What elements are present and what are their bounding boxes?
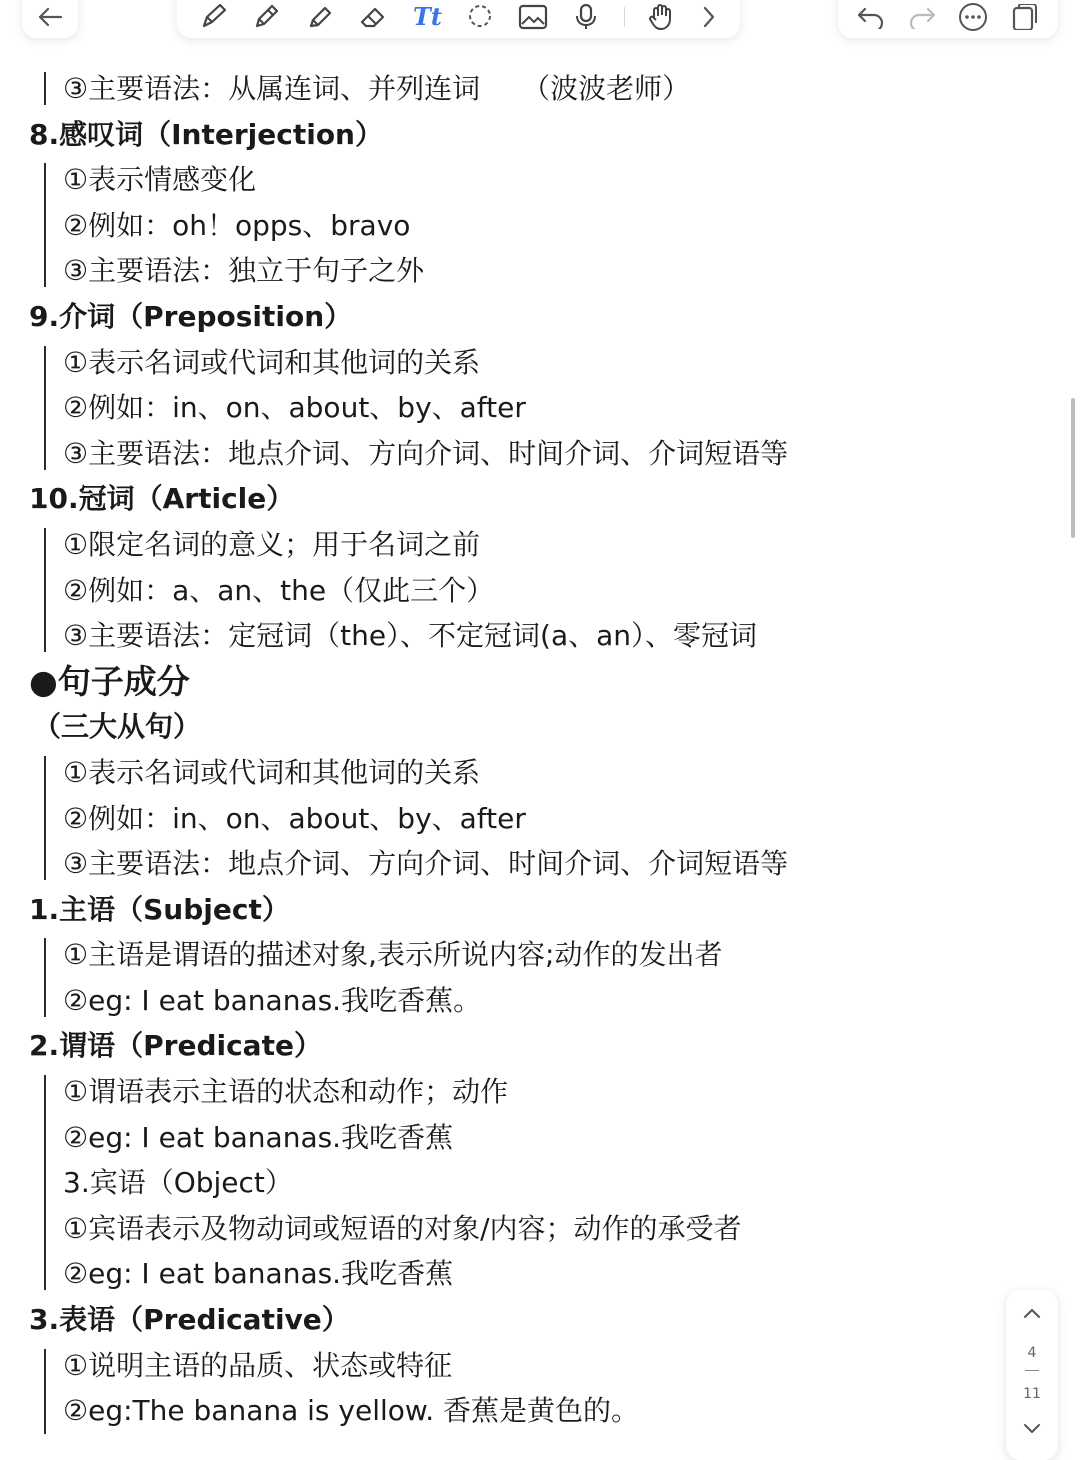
note-line: ②例如：a、an、the（仅此三个）	[0, 568, 1000, 614]
eraser-icon[interactable]	[357, 0, 389, 38]
note-line: ②eg: I eat bananas.我吃香蕉	[0, 1115, 1000, 1161]
note-line: ③主要语法：从属连词、并列连词 （波波老师）	[0, 66, 1000, 112]
page-navigator	[1006, 1290, 1058, 1460]
undo-icon[interactable]	[856, 0, 886, 38]
pencil-icon[interactable]	[251, 0, 283, 38]
note-line: ②例如：in、on、about、by、after	[0, 385, 1000, 431]
text-tool-label: Tt	[412, 3, 442, 31]
back-toolbar	[22, 0, 78, 38]
note-line: ③主要语法：地点介词、方向介词、时间介词、介词短语等	[0, 431, 1000, 477]
chevron-down-icon[interactable]	[1022, 1422, 1042, 1440]
pages-icon[interactable]	[1010, 0, 1040, 38]
note-line: ③主要语法：地点介词、方向介词、时间介词、介词短语等	[0, 841, 1000, 887]
toolbar-separator	[624, 7, 625, 27]
subheading-three-clauses: （三大从句）	[33, 710, 202, 744]
current-page-number: 4	[1027, 1345, 1037, 1361]
page-divider	[1025, 1370, 1039, 1371]
note-line: ③主要语法：独立于句子之外	[0, 248, 1000, 294]
note-line: ②eg: I eat bananas.我吃香蕉	[0, 1251, 1000, 1297]
lasso-icon[interactable]	[464, 0, 496, 38]
section-heading-sentence-components: ●句子成分	[29, 661, 190, 701]
more-icon[interactable]	[957, 0, 989, 38]
pen-icon[interactable]	[198, 0, 230, 38]
arrow-left-icon[interactable]	[37, 0, 63, 38]
note-line: ①主语是谓语的描述对象,表示所说内容;动作的发出者	[0, 932, 1000, 978]
action-toolbar	[838, 0, 1058, 38]
note-line: ②例如：oh！opps、bravo	[0, 203, 1000, 249]
section-heading-article: 10.冠词（Article）	[29, 482, 295, 516]
redo-icon[interactable]	[907, 0, 937, 38]
note-line: ①限定名词的意义；用于名词之前	[0, 522, 1000, 568]
section-heading-predicate: 2.谓语（Predicate）	[29, 1029, 322, 1063]
section-heading-interjection: 8.感叹词（Interjection）	[29, 117, 383, 151]
note-line: ①表示情感变化	[0, 157, 1000, 203]
note-canvas[interactable]	[0, 66, 1000, 1434]
microphone-icon[interactable]	[570, 0, 602, 38]
section-heading-preposition: 9.介词（Preposition）	[29, 299, 353, 333]
highlighter-icon[interactable]	[304, 0, 336, 38]
note-line: ①表示名词或代词和其他词的关系	[0, 750, 1000, 796]
total-page-number: 11	[1023, 1386, 1041, 1402]
note-line: ①谓语表示主语的状态和动作；动作	[0, 1069, 1000, 1115]
note-line: ①宾语表示及物动词或短语的对象/内容；动作的承受者	[0, 1206, 1000, 1252]
chevron-up-icon[interactable]	[1022, 1306, 1042, 1324]
chevron-right-icon[interactable]	[699, 0, 719, 38]
section-heading-subject: 1.主语（Subject）	[29, 892, 290, 926]
note-line: ①表示名词或代词和其他词的关系	[0, 340, 1000, 386]
note-line: ③主要语法：定冠词（the）、不定冠词(a、an）、零冠词	[0, 613, 1000, 659]
note-line: ②eg: I eat bananas.我吃香蕉。	[0, 978, 1000, 1024]
text-tool-icon[interactable]	[411, 0, 443, 38]
hand-icon[interactable]	[646, 0, 678, 38]
note-line: ①说明主语的品质、状态或特征	[0, 1343, 1000, 1389]
scrollbar-thumb[interactable]	[1071, 398, 1075, 538]
image-icon[interactable]	[517, 0, 549, 38]
drawing-toolbar	[177, 0, 740, 38]
section-heading-predicative: 3.表语（Predicative）	[29, 1303, 350, 1337]
note-line-object-heading: 3.宾语（Object）	[0, 1160, 1000, 1206]
note-line: ②例如：in、on、about、by、after	[0, 796, 1000, 842]
note-line: ②eg:The banana is yellow. 香蕉是黄色的。	[0, 1388, 1000, 1434]
